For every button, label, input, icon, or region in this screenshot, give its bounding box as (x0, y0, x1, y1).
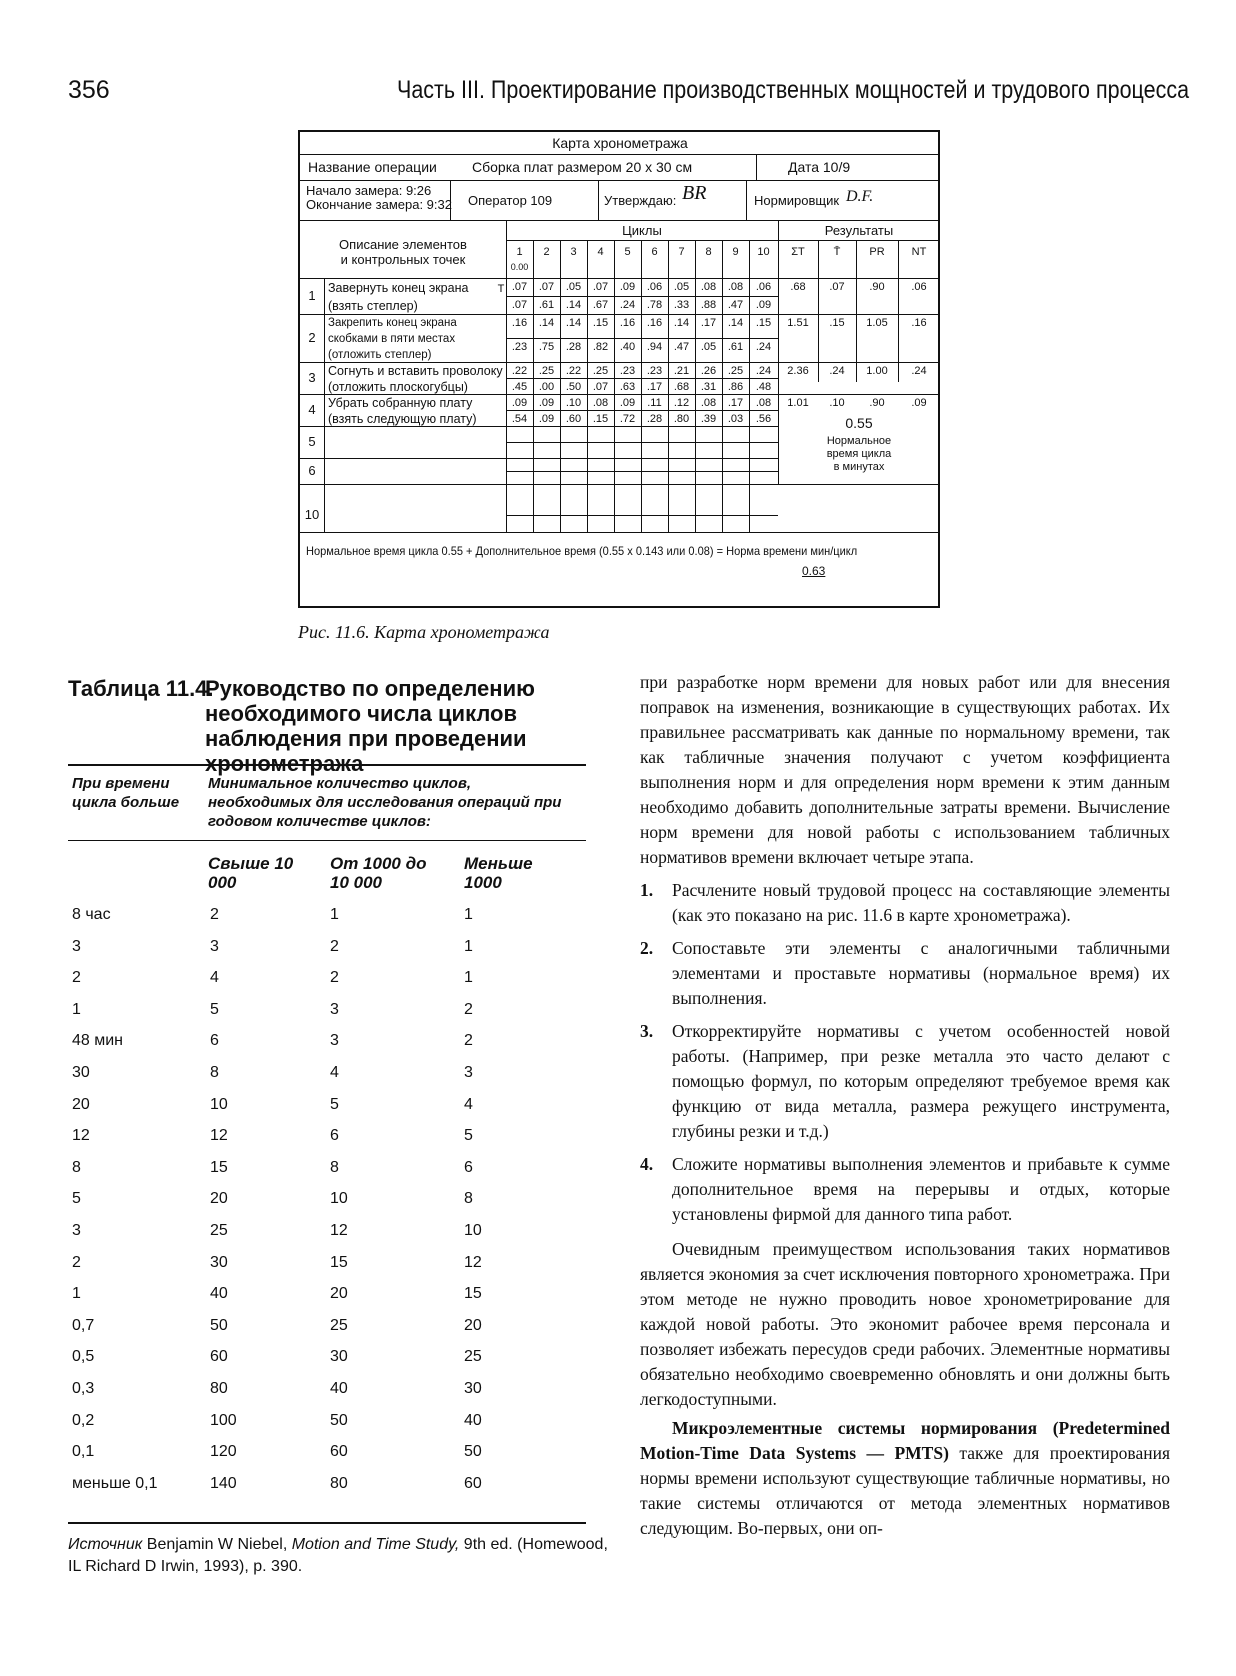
table-cell: 30 (72, 1064, 90, 1081)
table-cell: 30 (464, 1380, 482, 1397)
table-cell: 3 (330, 1032, 339, 1050)
cycle-number: 6 (651, 246, 658, 258)
table-cell: 20 (210, 1190, 228, 1208)
table-cell: 140 (210, 1474, 237, 1492)
running-reading: .47 (727, 299, 744, 311)
intro-paragraph: при разработке норм времени для новых работ или для внесения поправок на изменения, возникающие в существующих работах. Их правильнее рассматривать как данные по нормальному времени, так как табличные значения получают с учетом коэффициента выполнения норм и для определения норм времени к этим данным необходимо добавить дополнительные затраты времени. Вычисление норм времени для новой работы с использованием табличных нормативов времени включает четыре этапа. (640, 672, 1170, 867)
table-cell: 20 (464, 1316, 482, 1334)
normal-time-note-2: время цикла (826, 448, 892, 460)
cycles-header: Циклы (622, 223, 662, 238)
table-cell: 1 (72, 1285, 81, 1303)
cycle-number: 1 (516, 246, 523, 258)
element-desc: Согнуть и вставить проволоку (328, 364, 503, 378)
time-reading: .17 (727, 397, 744, 409)
cycle-number: 7 (678, 246, 685, 258)
running-reading: .86 (727, 381, 744, 393)
table-cell: 6 (464, 1158, 473, 1176)
time-reading: .07 (592, 281, 609, 293)
table-cell: 2 (330, 969, 339, 987)
result-mean: .07 (829, 281, 845, 293)
table-title: Руководство по определению необходимого числа циклов наблюдения при проведении хронометража (205, 676, 535, 776)
time-marker: T (497, 283, 505, 295)
running-reading: .48 (755, 381, 772, 393)
table-cell: 3 (210, 937, 219, 955)
card-approved: Утверждаю: (604, 193, 677, 208)
table-cell: 15 (464, 1285, 482, 1303)
sub-header-under-1000: Меньше 1000 (464, 854, 533, 892)
table-cell: 40 (464, 1411, 482, 1429)
step-3: 3. Откорректируйте нормативы с учетом особенностей новой работы. (Например, при резке металла это часто делают с помощью формул, по которым определяют требуемое время как функцию от вида металла, размера режущего инструмента, глубины резки и т.д.) (640, 1021, 1170, 1141)
time-reading: .08 (700, 397, 717, 409)
table-cell: 40 (210, 1285, 228, 1303)
table-cell: 4 (330, 1064, 339, 1081)
table-cell: 10 (464, 1222, 482, 1239)
time-reading: .12 (673, 397, 690, 409)
time-reading: .25 (592, 365, 609, 377)
elements-header-2: и контрольных точек (340, 252, 466, 267)
cycle-number: 4 (597, 246, 604, 258)
sub-header-over-10000: Свыше 10 000 (208, 854, 294, 892)
time-reading: .17 (700, 317, 717, 329)
result-mean: .10 (829, 397, 845, 409)
table-cell: 5 (210, 1000, 219, 1018)
element-number: 5 (308, 434, 316, 449)
table-cell: 100 (210, 1411, 237, 1429)
time-reading: .07 (538, 281, 555, 293)
table-cell: 2 (72, 1253, 81, 1271)
running-reading: .14 (565, 299, 582, 311)
result-mean: .15 (829, 317, 845, 329)
result-pr: .90 (869, 281, 885, 293)
running-reading: .75 (538, 341, 555, 353)
table-cell: 0,5 (72, 1348, 95, 1366)
table-cell: 40 (330, 1380, 348, 1397)
running-reading: .56 (755, 413, 772, 425)
running-reading: .07 (592, 381, 609, 393)
timing-card (298, 130, 940, 608)
table-cell: 25 (210, 1222, 228, 1239)
table-cell: 15 (210, 1158, 228, 1176)
table-cell: 80 (330, 1474, 348, 1492)
time-reading: .09 (619, 397, 636, 409)
body-text-column (640, 670, 1170, 1541)
normal-time-value: 0.55 (845, 415, 873, 431)
card-op-value: Сборка плат размером 20 x 30 см (472, 159, 693, 175)
table-cell: 2 (72, 969, 81, 987)
running-reading: .33 (673, 299, 690, 311)
result-nt: .24 (911, 365, 927, 377)
time-reading: .26 (700, 365, 717, 377)
time-reading: .22 (565, 365, 582, 377)
table-cell: 12 (72, 1127, 90, 1145)
time-reading: .16 (619, 317, 636, 329)
running-reading: .17 (646, 381, 663, 393)
time-reading: .11 (647, 397, 662, 409)
pmts-paragraph: Микроэлементные системы нормирования (Predetermined Motion-Time Data Systems — PMTS) также для проектирования нормы времени используют существующие табличные нормативы, но такие системы отличаются от метода элементных нормативов следующим. Во-первых, они оп- (640, 1418, 1171, 1538)
time-reading: .23 (646, 365, 663, 377)
card-date: Дата 10/9 (788, 159, 851, 175)
result-header: NT (911, 246, 927, 258)
table-cell: 120 (210, 1443, 237, 1461)
figure-caption: Рис. 11.6. Карта хронометража (298, 622, 550, 642)
cycle-number: 9 (732, 246, 739, 258)
table-cell: меньше 0,1 (72, 1474, 158, 1492)
time-reading: .14 (727, 317, 744, 329)
time-reading: .15 (755, 317, 772, 329)
running-reading: .03 (727, 413, 744, 425)
table-cell: 20 (72, 1095, 90, 1113)
table-cell: 8 час (72, 906, 111, 923)
table-cell: 30 (330, 1348, 348, 1366)
running-reading: .00 (538, 381, 555, 393)
time-reading: .16 (646, 317, 663, 329)
running-reading: .78 (646, 299, 663, 311)
sub-header-1000-10000: От 1000 до 10 000 (330, 854, 427, 892)
table-cell: 6 (210, 1032, 219, 1050)
time-reading: .25 (727, 365, 744, 377)
running-reading: .61 (538, 299, 555, 311)
table-cell: 5 (330, 1095, 339, 1113)
table-cell: 80 (210, 1380, 228, 1397)
time-reading: .08 (592, 397, 609, 409)
time-reading: .08 (755, 397, 772, 409)
time-reading: .05 (673, 281, 690, 293)
step-2: 2. Сопоставьте эти элементы с аналогичными табличными элементами и проставьте нормативы (нормальное время) их выполнения. (640, 938, 1170, 1008)
col-header-group: Минимальное количество циклов, необходимых для исследования операций при годовом количестве циклов: (208, 775, 562, 830)
time-reading: .08 (727, 281, 744, 293)
element-number: 10 (304, 507, 320, 522)
card-op-label: Название операции (308, 159, 437, 175)
time-reading: .09 (538, 397, 555, 409)
table-cell: 30 (210, 1253, 228, 1271)
table-cell: 50 (330, 1411, 348, 1429)
result-pr: 1.00 (866, 365, 888, 377)
card-start: Начало замера: 9:26 (306, 183, 432, 198)
table-cell: 60 (330, 1443, 348, 1461)
table-cell: 3 (72, 937, 81, 955)
time-reading: .06 (755, 281, 772, 293)
table-cell: 2 (210, 906, 219, 923)
table-cell: 0,1 (72, 1443, 95, 1461)
running-reading: .63 (619, 381, 636, 393)
element-desc: (взять степлер) (328, 299, 418, 313)
table-cell: 12 (330, 1222, 348, 1239)
rater-signature: D.F. (846, 188, 874, 205)
table-cell: 2 (330, 937, 339, 955)
running-reading: .80 (673, 413, 690, 425)
table-cell: 25 (330, 1316, 348, 1334)
result-sum: 2.36 (787, 365, 809, 377)
running-reading: .54 (511, 413, 528, 425)
running-reading: .82 (592, 341, 609, 353)
elements-header-1: Описание элементов (339, 237, 467, 252)
table-cell: 10 (210, 1095, 228, 1113)
element-number: 4 (308, 402, 316, 417)
table-cell: 50 (210, 1316, 228, 1334)
element-desc: Закрепить конец экрана (328, 317, 457, 329)
running-reading: .23 (511, 341, 528, 353)
running-reading: .61 (727, 341, 744, 353)
table-cell: 12 (210, 1127, 228, 1145)
table-cell: 6 (330, 1127, 339, 1145)
result-pr: 1.05 (866, 317, 888, 329)
table-cell: 0,2 (72, 1411, 95, 1429)
element-desc: скобками в пяти местах (328, 333, 456, 345)
table-cell: 25 (464, 1348, 482, 1366)
time-reading: .16 (511, 317, 528, 329)
element-number: 6 (308, 463, 316, 478)
table-label: Таблица 11.4. (68, 676, 214, 701)
table-cell: 1 (464, 937, 473, 955)
table-cell: 12 (464, 1253, 482, 1271)
table-cell: 0,7 (72, 1316, 95, 1334)
running-reading: .67 (592, 299, 609, 311)
table-cell: 48 мин (72, 1032, 124, 1050)
time-reading: .14 (538, 317, 555, 329)
time-reading: .06 (646, 281, 663, 293)
table-cell: 60 (464, 1474, 482, 1492)
normal-time-note-1: Нормальное (826, 435, 892, 447)
cycle-number: 5 (624, 246, 631, 258)
cycle-number: 8 (705, 246, 712, 258)
running-reading: .24 (619, 299, 636, 311)
table-cell: 2 (464, 1000, 473, 1018)
time-reading: .07 (511, 281, 528, 293)
table-cell: 8 (72, 1158, 81, 1176)
time-reading: .09 (619, 281, 636, 293)
running-head: Часть III. Проектирование производственных мощностей и трудового процесса (397, 76, 1190, 104)
page-number: 356 (68, 76, 110, 104)
step-1: 1. Расчлените новый трудовой процесс на составляющие элементы (как это показано на рис. 11.6 в карте хронометража). (640, 880, 1170, 925)
card-title: Карта хронометража (552, 135, 688, 151)
running-reading: .88 (700, 299, 717, 311)
normal-time-note-3: в минутах (833, 461, 885, 473)
result-sum: 1.01 (787, 397, 809, 409)
result-header: T̄ (833, 246, 841, 258)
table-cell: 1 (464, 969, 473, 987)
table-cell: 4 (210, 969, 219, 987)
result-nt: .06 (911, 281, 927, 293)
table-cell: 8 (464, 1190, 473, 1208)
running-reading: .39 (700, 413, 717, 425)
element-desc: (отложить плоскогубцы) (328, 380, 468, 394)
result-header: PR (869, 246, 885, 258)
result-sum: 1.51 (787, 317, 809, 329)
result-sum: .68 (790, 281, 806, 293)
table-cell: 1 (330, 906, 339, 923)
running-reading: .45 (511, 381, 528, 393)
element-number: 3 (308, 370, 316, 385)
table-cell: 8 (210, 1064, 219, 1081)
time-reading: .14 (565, 317, 582, 329)
table-cell: 5 (464, 1127, 473, 1145)
step-4: 4. Сложите нормативы выполнения элементов и прибавьте к сумме дополнительное время на перерывы и отдых, которые установлены фирмой для данного типа работ. (640, 1154, 1170, 1224)
time-reading: .05 (565, 281, 582, 293)
running-reading: .15 (592, 413, 609, 425)
result-nt: .16 (911, 317, 927, 329)
table-cell: 3 (464, 1064, 473, 1081)
running-reading: .50 (565, 381, 582, 393)
running-reading: .60 (565, 413, 582, 425)
cycle-number: 10 (757, 246, 770, 258)
time-reading: .25 (538, 365, 555, 377)
time-reading: .22 (511, 365, 528, 377)
time-reading: .10 (565, 397, 582, 409)
running-reading: .28 (646, 413, 663, 425)
card-footer-result: 0.63 (802, 564, 826, 578)
result-nt: .09 (911, 397, 927, 409)
time-reading: .21 (673, 365, 690, 377)
results-header: Результаты (824, 223, 894, 238)
time-reading: .23 (619, 365, 636, 377)
cycle-number: 2 (543, 246, 550, 258)
running-reading: .94 (646, 341, 663, 353)
running-reading: .05 (700, 341, 717, 353)
running-reading: .31 (700, 381, 717, 393)
table-cell: 2 (464, 1032, 473, 1050)
table-cell: 10 (330, 1190, 348, 1208)
table-cell: 3 (330, 1000, 339, 1018)
running-reading: .24 (755, 341, 772, 353)
table-cell: 15 (330, 1253, 348, 1271)
table-cell: 50 (464, 1443, 482, 1461)
table-cell: 5 (72, 1190, 81, 1208)
card-operator: Оператор 109 (468, 193, 553, 208)
running-reading: .40 (619, 341, 636, 353)
table-cell: 0,3 (72, 1380, 95, 1397)
card-footer: Нормальное время цикла 0.55 + Дополнительное время (0.55 x 0.143 или 0.08) = Норма времени мин/цикл (306, 544, 858, 558)
table-cell: 4 (464, 1095, 473, 1113)
time-reading: .24 (755, 365, 772, 377)
table-cell: 60 (210, 1348, 228, 1366)
approved-signature: BR (682, 182, 707, 204)
table-cell: 1 (464, 906, 473, 923)
running-reading: .28 (565, 341, 582, 353)
table-cell: 3 (72, 1222, 81, 1239)
col-header-cycle-time: При времени цикла больше (72, 775, 180, 811)
element-desc: Убрать собранную плату (328, 396, 473, 410)
time-reading: .08 (700, 281, 717, 293)
running-reading: .07 (511, 299, 528, 311)
cycle-zero: 0.00 (510, 262, 529, 272)
time-reading: .14 (673, 317, 690, 329)
running-reading: .47 (673, 341, 690, 353)
table-cell: 8 (330, 1158, 339, 1176)
running-reading: .09 (755, 299, 772, 311)
card-rater: Нормировщик (754, 193, 840, 208)
result-header: ΣT (791, 246, 805, 258)
card-end: Окончание замера: 9:32 (306, 197, 452, 212)
result-mean: .24 (829, 365, 845, 377)
element-desc: (взять следующую плату) (328, 412, 477, 426)
running-reading: .68 (673, 381, 690, 393)
time-reading: .09 (511, 397, 528, 409)
time-reading: .15 (592, 317, 609, 329)
table-source: Источник Benjamin W Niebel, Motion and Time Study, 9th ed. (Homewood, IL Richard D Irwin, 1993), p. 390. (68, 1536, 608, 1575)
running-reading: .72 (619, 413, 636, 425)
element-desc: (отложить степлер) (328, 349, 432, 361)
element-desc: Завернуть конец экрана (328, 281, 469, 295)
result-pr: .90 (869, 397, 885, 409)
running-reading: .09 (538, 413, 555, 425)
element-number: 2 (308, 330, 316, 345)
advantages-paragraph: Очевидным преимуществом использования таких нормативов является экономия за счет исключения повторного хронометража. При этом методе не нужно проводить новое хронометрирование для каждой новой работы. Это экономит рабочее время персонала и позволяет избежать пересудов среди рабочих. Элементные нормативы обязательно необходимо своевременно обновлять и они должны быть легкодоступными. (640, 1239, 1170, 1409)
cycle-number: 3 (570, 246, 577, 258)
element-number: 1 (308, 288, 316, 303)
table-cell: 1 (72, 1000, 81, 1018)
table-cell: 20 (330, 1285, 348, 1303)
